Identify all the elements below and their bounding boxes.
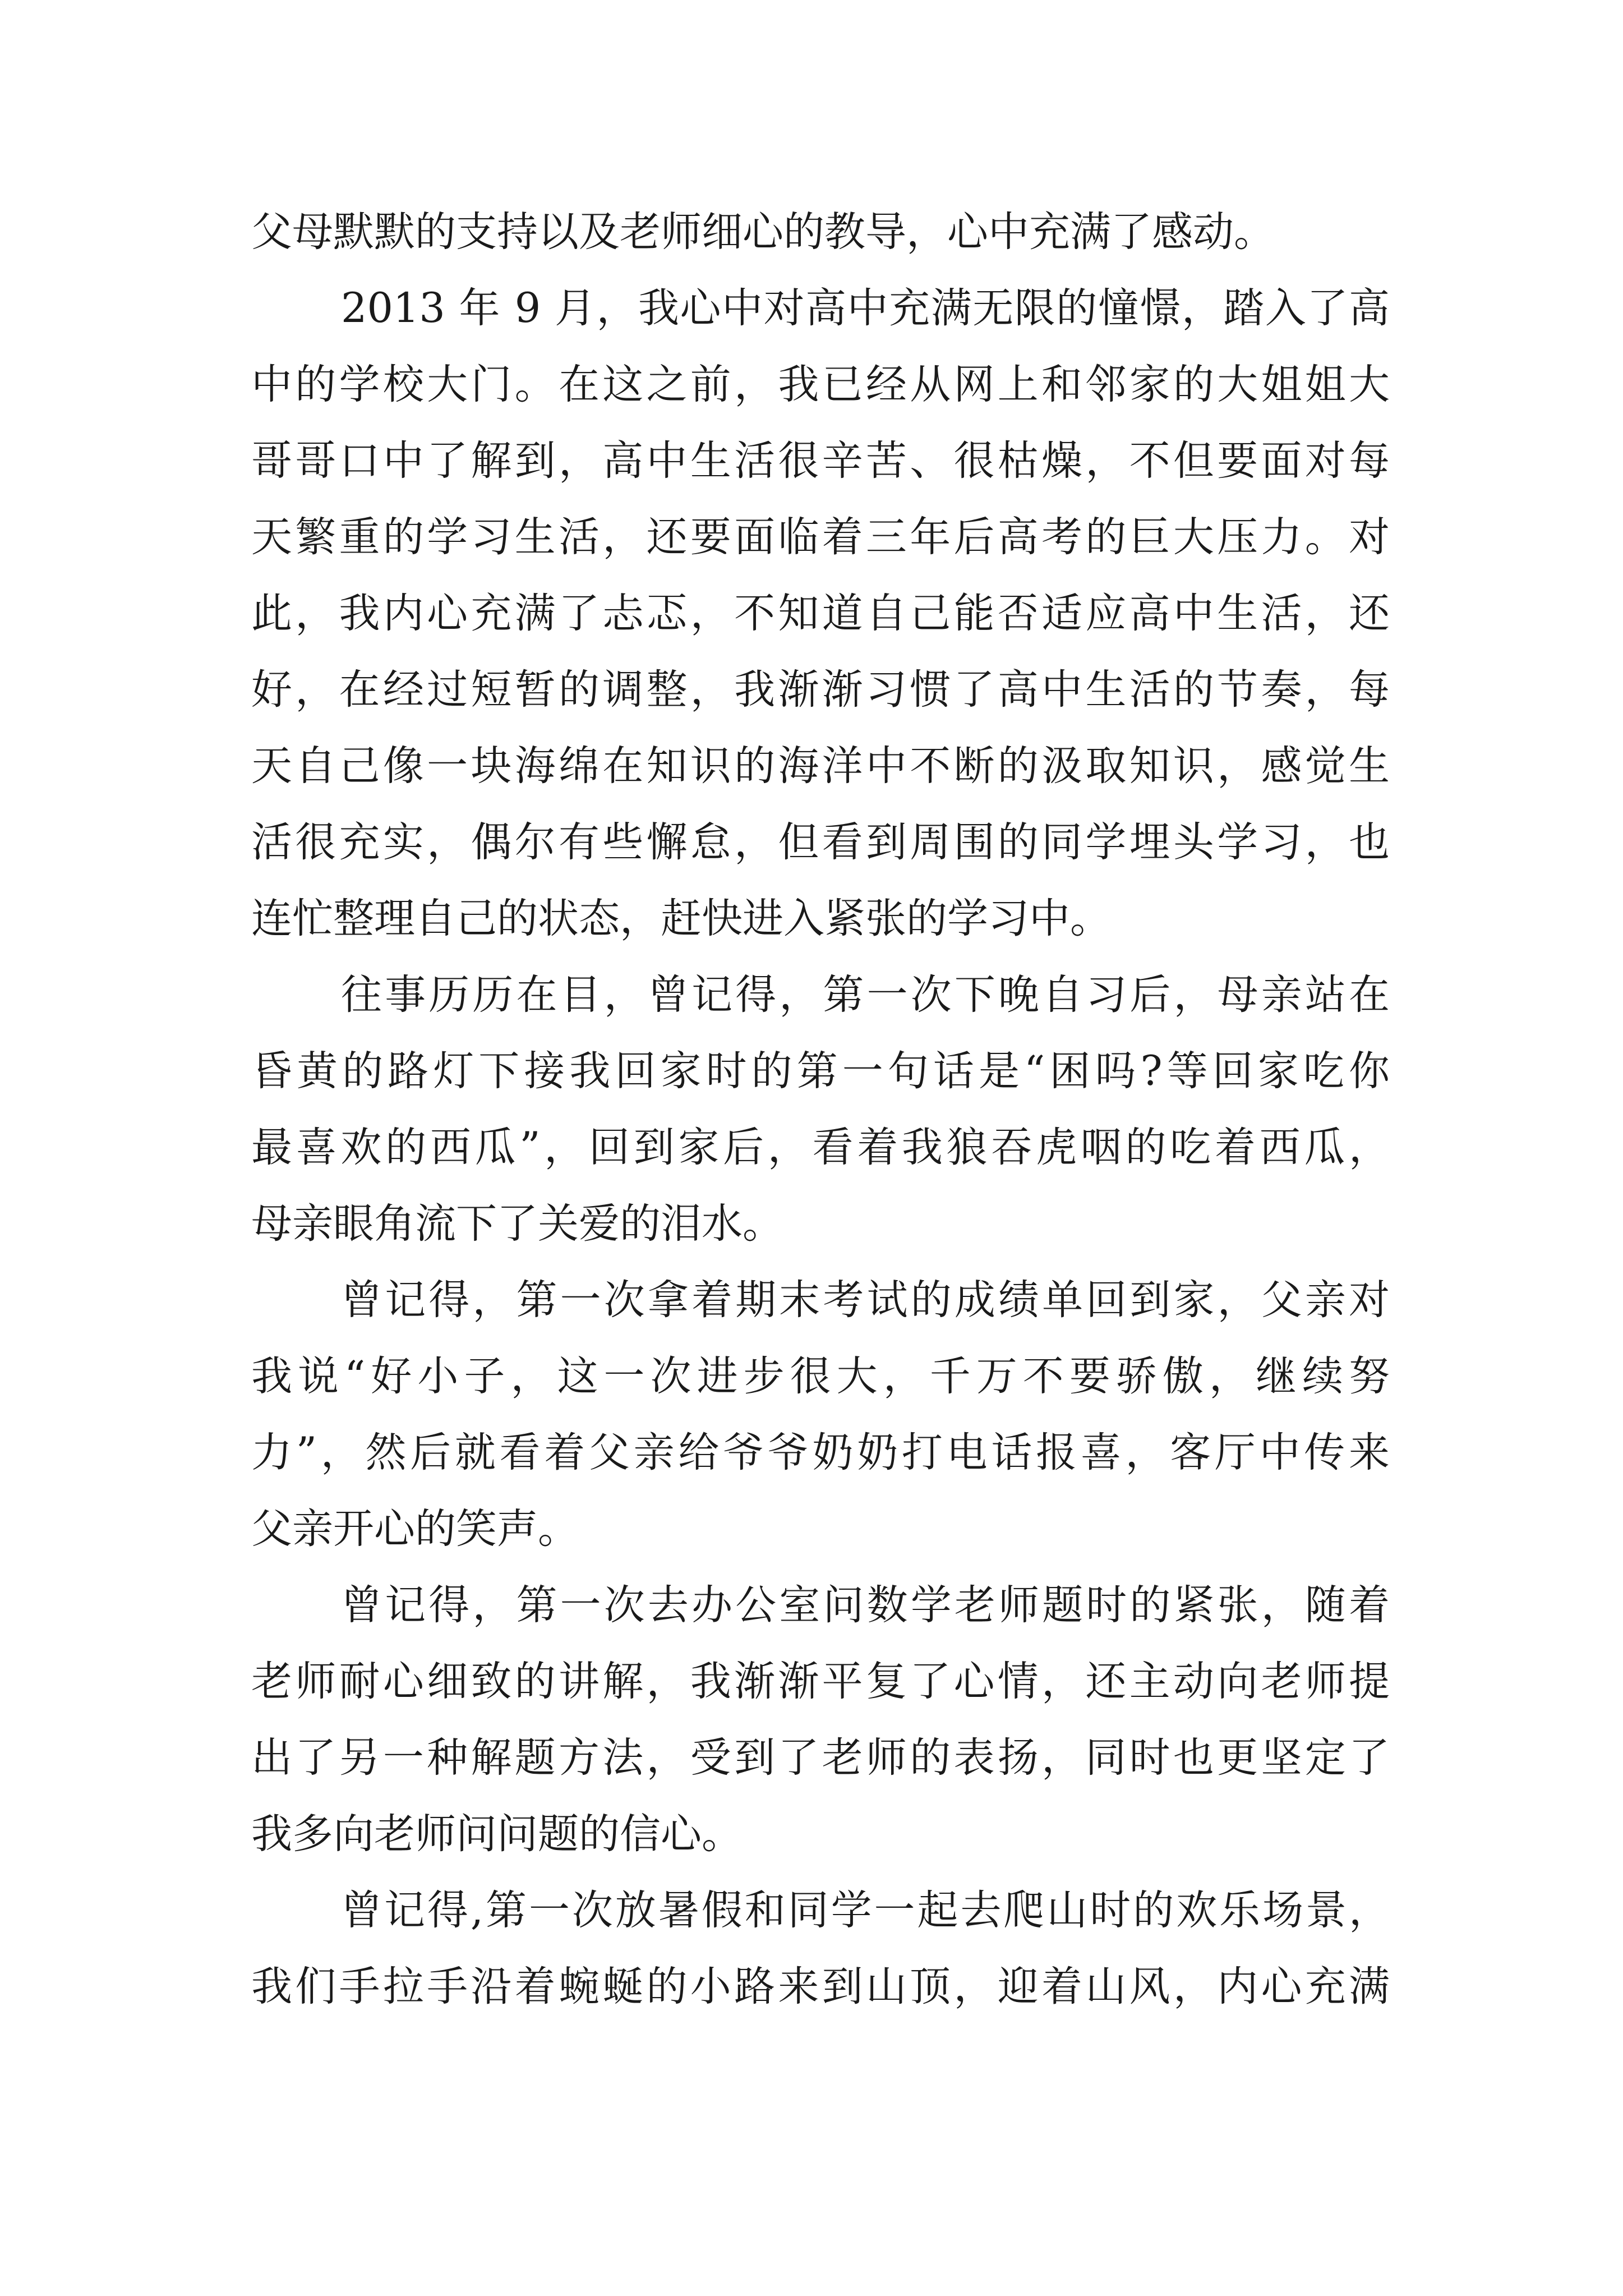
- text-line: 曾记得，第一次去办公室问数学老师题时的紧张，随着: [341, 1581, 1390, 1629]
- body-text: [251, 194, 1390, 2025]
- text-line: 连忙整理自己的状态，赶快进入紧张的学习中。: [251, 895, 1111, 942]
- text-line: 我多向老师问问题的信心。: [251, 1810, 743, 1858]
- text-line: 天自己像一块海绵在知识的海洋中不断的汲取知识，感觉生: [251, 742, 1390, 790]
- text-line: 此，我内心充满了忐忑，不知道自己能否适应高中生活，还: [251, 590, 1390, 637]
- text-line: 母亲眼角流下了关爱的泪水。: [251, 1200, 783, 1248]
- text-line: 最喜欢的西瓜”，回到家后，看着我狼吞虎咽的吃着西瓜，: [251, 1124, 1390, 1171]
- text-line: 哥哥口中了解到，高中生活很辛苦、很枯燥，不但要面对每: [251, 437, 1390, 485]
- text-line: 曾记得,第一次放暑假和同学一起去爬山时的欢乐场景，: [341, 1887, 1390, 1934]
- text-line: 父母默默的支持以及老师细心的教导，心中充满了感动。: [251, 208, 1275, 256]
- text-line: 中的学校大门。在这之前，我已经从网上和邻家的大姐姐大: [251, 361, 1390, 408]
- text-line: 我说“好小子，这一次进步很大，千万不要骄傲，继续努: [251, 1352, 1390, 1400]
- text-line: 曾记得，第一次拿着期末考试的成绩单回到家，父亲对: [341, 1276, 1390, 1324]
- text-line: 出了另一种解题方法，受到了老师的表扬，同时也更坚定了: [251, 1734, 1390, 1782]
- text-line: 昏黄的路灯下接我回家时的第一句话是“困吗?等回家吃你: [251, 1047, 1390, 1095]
- text-line: 父亲开心的笑声。: [251, 1505, 579, 1553]
- text-line: 天繁重的学习生活，还要面临着三年后高考的巨大压力。对: [251, 513, 1390, 561]
- text-line: 老师耐心细致的讲解，我渐渐平复了心情，还主动向老师提: [251, 1658, 1390, 1705]
- text-line: 2013 年 9 月，我心中对高中充满无限的憧憬，踏入了高: [341, 284, 1390, 332]
- text-line: 好，在经过短暂的调整，我渐渐习惯了高中生活的节奏，每: [251, 666, 1390, 714]
- text-line: 我们手拉手沿着蜿蜒的小路来到山顶，迎着山风，内心充满: [251, 1963, 1390, 2010]
- text-line: 力”，然后就看着父亲给爷爷奶奶打电话报喜，客厅中传来: [251, 1429, 1390, 1476]
- text-line: 活很充实，偶尔有些懈怠，但看到周围的同学埋头学习，也: [251, 818, 1390, 866]
- text-line: 往事历历在目，曾记得，第一次下晚自习后，母亲站在: [341, 971, 1390, 1019]
